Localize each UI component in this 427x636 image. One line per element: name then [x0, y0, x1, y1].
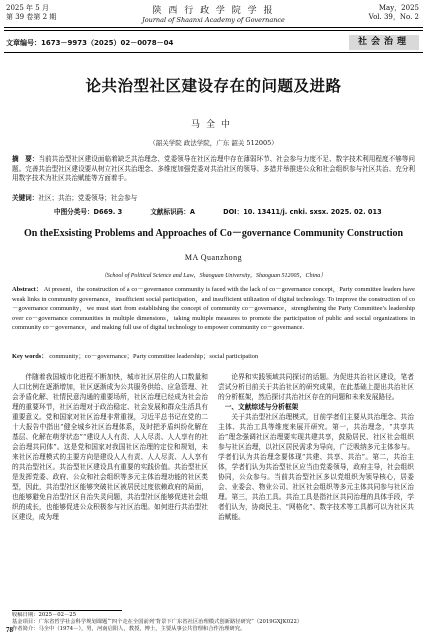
title-cn: 论共治型社区建设存在的问题及进路 [85, 77, 342, 95]
received-date: 收稿日期：2025－02－25 [12, 612, 77, 618]
section-heading: 一、文献综述与分析框架 [224, 403, 299, 411]
affiliation-cn: （韶关学院 政法学院，广东 韶关 512005） [149, 139, 278, 147]
header-rule-thin [4, 30, 423, 31]
article-number: 文章编号：1673－9973（2025）02－0078－04 [6, 39, 174, 47]
section-badge: 社会治理 [349, 35, 419, 50]
issue-month-en: May，2025 [378, 4, 419, 12]
journal-name [0, 3, 427, 24]
keywords-cn-text: 社区；共治；党委领导；社会参与 [38, 194, 138, 202]
body-paragraph: 论界和实践领域共同探讨的话题。为促进共治社区建设，笔者尝试分析目前关于共治社区的研究成果，在此基础上提出共治社区的分析框架，然后探讨共治社区存在的问题和未来发展路径。 [218, 373, 414, 401]
keywords-cn-label: 关键词： [12, 194, 39, 202]
issue-date-right [369, 4, 419, 22]
body-paragraph: 伴随着我国城市化进程不断加快，城市社区居住的人口数量和人口比例在逐渐增加，社区逐渐成为公共服务供给、应急管理、社会矛盾化解、社情民意沟通的重要场所，社区治理已经成为社会治理的重要环节，社区治理对于政治稳定、社会发展和群众生活具有重要意义。党和国家对社区治理非常重视，习近平总书记在党的二十大报告中指出“健全城乡社区治理体系，及时把矛盾纠纷化解在基层、化解在萌芽状态”“建设人人有责、人人尽责、人人享有的社会治理共同体”。这是党和国家对我国社区治理的定位和规划，未来社区治理模式的主要方向是建设人人有责、人人尽责、人人享有的共治型社区。共治型社区建设具有重要的实践价值。共治型社区是发挥党委、政府、公众和社会组织等多元主体治理功能的社区类型，因此，共治型社区能够突破社区被居民过度依赖政府的局面，也能够避免自治型社区自治失灵问题，共治型社区能够促进社会组织的成长，也能够促进公众积极参与社区治理。如何进行共治型社区建设，成为理 [12, 373, 208, 521]
abstract-en-label: Abstract： [12, 286, 43, 293]
author-cn: 马全中 [190, 120, 236, 130]
author-en: MA Quanzhong [184, 253, 243, 262]
page-number: 78 [6, 626, 13, 634]
document-code: 文献标识码：A [150, 208, 195, 216]
issue-volume: 第 39 卷第 2 期 [6, 13, 57, 21]
body-paragraph: 关于共治型社区治理模式，目前学者们主要从共治理念、共治主体、共治工具等维度来展开研究。第一，共治理念，“共享共治”理念强调社区治理要实现共建共享，鼓励居民、社区社会组织参与社区治理，以社区居民需求为导向，广泛吸纳多元主体参与。学者们认为共治理念要体现“共建、共享、共治”。第二，共治主体，学者们认为共治型社区应当由党委领导，政府主导，社会组织协同，公众参与。当前共治型社区多以党组织为领导核心，居委会、业委会、物业公司、社区社会组织等多元主体共同参与社区治理。第三，共治工具。共治工具是指社区共同治理的具体手段，学者们认为，协商民主、“网格化”、数字技术等工具都可以为社区共治赋能。 [218, 413, 414, 521]
abstract-cn-label: 摘 要： [12, 155, 39, 163]
abstract-en [12, 285, 415, 333]
clc-number: 中图分类号：D669. 3 [54, 208, 123, 216]
abstract-cn [12, 155, 415, 184]
header-rule-thick [4, 27, 423, 28]
journal-name-en: Journal of Shaanxi Academy of Governance [142, 16, 285, 24]
issue-volume-en: Vol. 39，No. 2 [368, 13, 419, 21]
footnotes [12, 612, 415, 633]
journal-name-cn: 陕 西 行 政 学 院 学 报 [152, 6, 275, 16]
abstract-cn-text: 当前共治型社区建设面临着缺乏共治理念、党委领导在社区治理中存在薄弱环节、社会参与力度不足、数字技术利用程度不够等问题。完善共治型社区建设要从树立社区共治理念、多维度加强党委对共治社区的领导、多措并举推进公众和社会组织参与社区共治、充分利用数字技术为社区共治赋能等方面着手。 [12, 155, 416, 183]
fund-note: 基金项目：广东省哲学社会科学规划课题“‘四个走在全国前列’背景下广东省社区治理模式创新路径研究”（2019GXJK022） [12, 619, 303, 625]
body-column-left [12, 372, 208, 608]
abstract-en-text: At present，the construction of a co－governance community is faced with the lack of co－governance concept，Party committee leaders have weak links in community governance，insufficient social participation，and insufficient utilization of digital technology. To improve the construction of co－governance community，we must start from establishing the concept of community co－governance，strengthening the Party Committee’s leadership over co－governance communities in multiple dimensions，taking multiple measures to promote the participation of public and social organizations in community co－governance，and making full use of digital technology to empower community co－governance. [12, 286, 416, 332]
keywords-en-label: Key words： [12, 353, 48, 360]
keywords-cn [12, 194, 415, 204]
footnote-rule [12, 610, 122, 611]
keywords-en [12, 352, 415, 362]
title-en: On theExsisting Problems and Approaches of Co－governance Community Construction [23, 228, 404, 239]
classification-row [54, 206, 408, 216]
running-header [0, 0, 427, 30]
section-rule [4, 52, 423, 53]
affiliation-en: （School of Political Science and Law，Shaoguan University，Shaoguan 512005，China） [100, 273, 327, 279]
body-column-right [218, 372, 414, 608]
author-bio: 作者简介：马全中（1974－），男，河南启阳人，教授，博士，主要从事公共管理和合作治理研究。 [12, 626, 246, 632]
issue-month: 2025 年 5 月 [6, 4, 49, 12]
keywords-en-text: community；co－governance；Party committee leadership；social participation [49, 353, 259, 360]
doi: DOI：10. 13411/j. cnki. sxsx. 2025. 02. 013 [223, 208, 382, 216]
